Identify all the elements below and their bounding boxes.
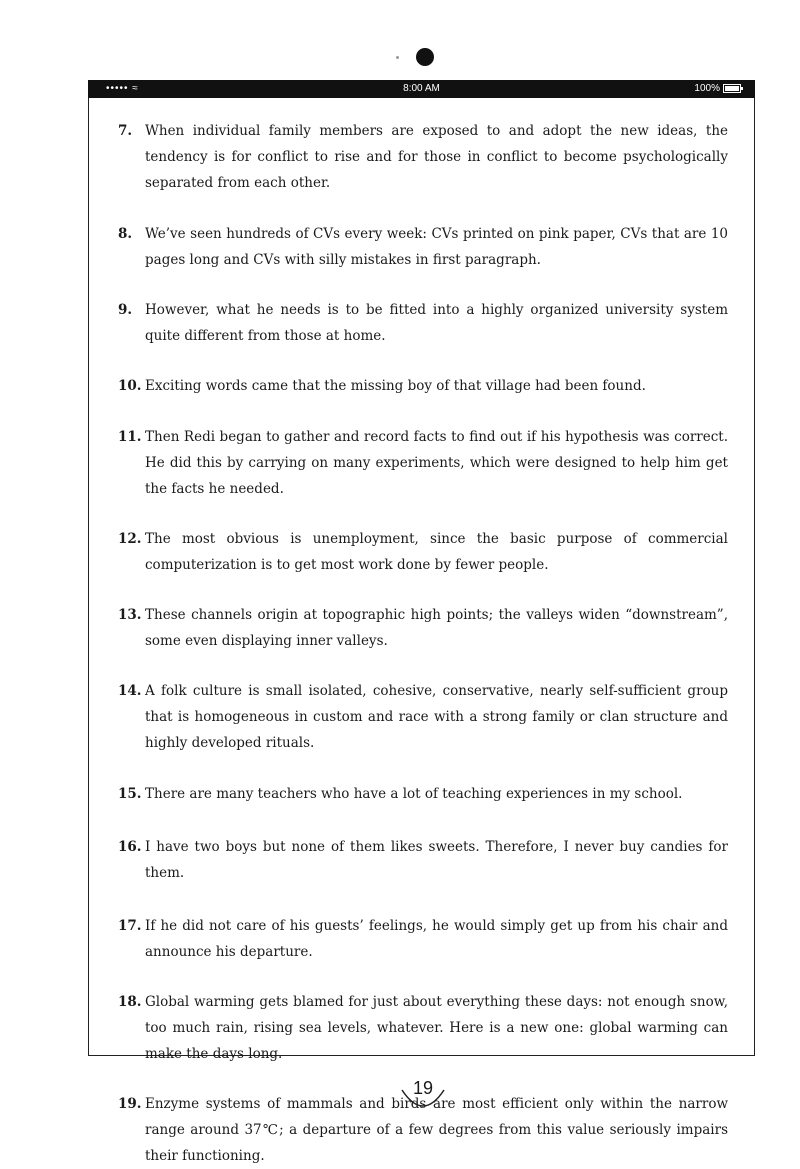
list-item: [118, 118, 728, 196]
item-text: These channels origin at topographic high points; the valleys widen “downstream”, some even displaying inner valleys.: [145, 607, 728, 649]
item-text: We’ve seen hundreds of CVs every week: CVs printed on pink paper, CVs that are 10 pages long and CVs with silly mistakes in first paragraph.: [145, 226, 728, 268]
item-number: 18.: [118, 994, 142, 1010]
sensor-dot: [396, 56, 399, 59]
front-camera: [416, 48, 434, 66]
list-item: [118, 834, 728, 886]
item-number: 7.: [118, 123, 133, 139]
list-item: [118, 989, 728, 1067]
item-number: 8.: [118, 226, 133, 242]
item-text: Global warming gets blamed for just about everything these days: not enough snow, too much rain, rising sea levels, whatever. Here is a new one: global warming can make the days long.: [145, 994, 728, 1062]
item-number: 10.: [118, 378, 142, 394]
list-item: [118, 373, 728, 399]
battery-percent: 100%: [694, 83, 720, 94]
battery-icon: [723, 84, 741, 93]
item-text: When individual family members are exposed to and adopt the new ideas, the tendency is for conflict to rise and for those in conflict to become psychologically separated from each other.: [145, 123, 728, 191]
item-text: The most obvious is unemployment, since the basic purpose of commercial computerization is to get most work done by fewer people.: [145, 531, 728, 573]
status-time: 8:00 AM: [403, 83, 440, 94]
item-text: There are many teachers who have a lot of teaching experiences in my school.: [145, 786, 683, 802]
list-item: [118, 526, 728, 578]
item-text: A folk culture is small isolated, cohesive, conservative, nearly self-sufficient group that is homogeneous in custom and race with a strong family or clan structure and highly developed rituals.: [145, 683, 728, 751]
item-number: 15.: [118, 786, 142, 802]
item-number: 19.: [118, 1096, 142, 1112]
item-number: 13.: [118, 607, 142, 623]
item-number: 12.: [118, 531, 142, 547]
item-text: I have two boys but none of them likes sweets. Therefore, I never buy candies for them.: [145, 839, 728, 881]
item-number: 17.: [118, 918, 142, 934]
item-text: Enzyme systems of mammals and birds are most efficient only within the narrow range around 37℃; a departure of a few degrees from this value seriously impairs their functioning.: [145, 1096, 728, 1164]
battery-indicator: [694, 83, 741, 94]
item-number: 16.: [118, 839, 142, 855]
list-item: [118, 602, 728, 654]
list-item: [118, 424, 728, 502]
item-number: 14.: [118, 683, 142, 699]
page-number: 19: [412, 1078, 434, 1098]
sentence-list: [118, 118, 728, 1169]
list-item: [118, 913, 728, 965]
signal-wifi-icon: ••••• ≈: [106, 83, 139, 94]
list-item: [118, 678, 728, 756]
item-text: Exciting words came that the missing boy of that village had been found.: [145, 378, 646, 394]
list-item: [118, 297, 728, 349]
list-item: [118, 781, 728, 807]
item-text: If he did not care of his guests’ feelings, he would simply get up from his chair and announce his departure.: [145, 918, 728, 960]
status-bar: [88, 80, 755, 98]
item-text: However, what he needs is to be fitted into a highly organized university system quite different from those at home.: [145, 302, 728, 344]
item-number: 9.: [118, 302, 133, 318]
item-number: 11.: [118, 429, 142, 445]
list-item: [118, 221, 728, 273]
item-text: Then Redi began to gather and record facts to find out if his hypothesis was correct. He did this by carrying on many experiments, which were designed to help him get the facts he needed.: [145, 429, 728, 497]
